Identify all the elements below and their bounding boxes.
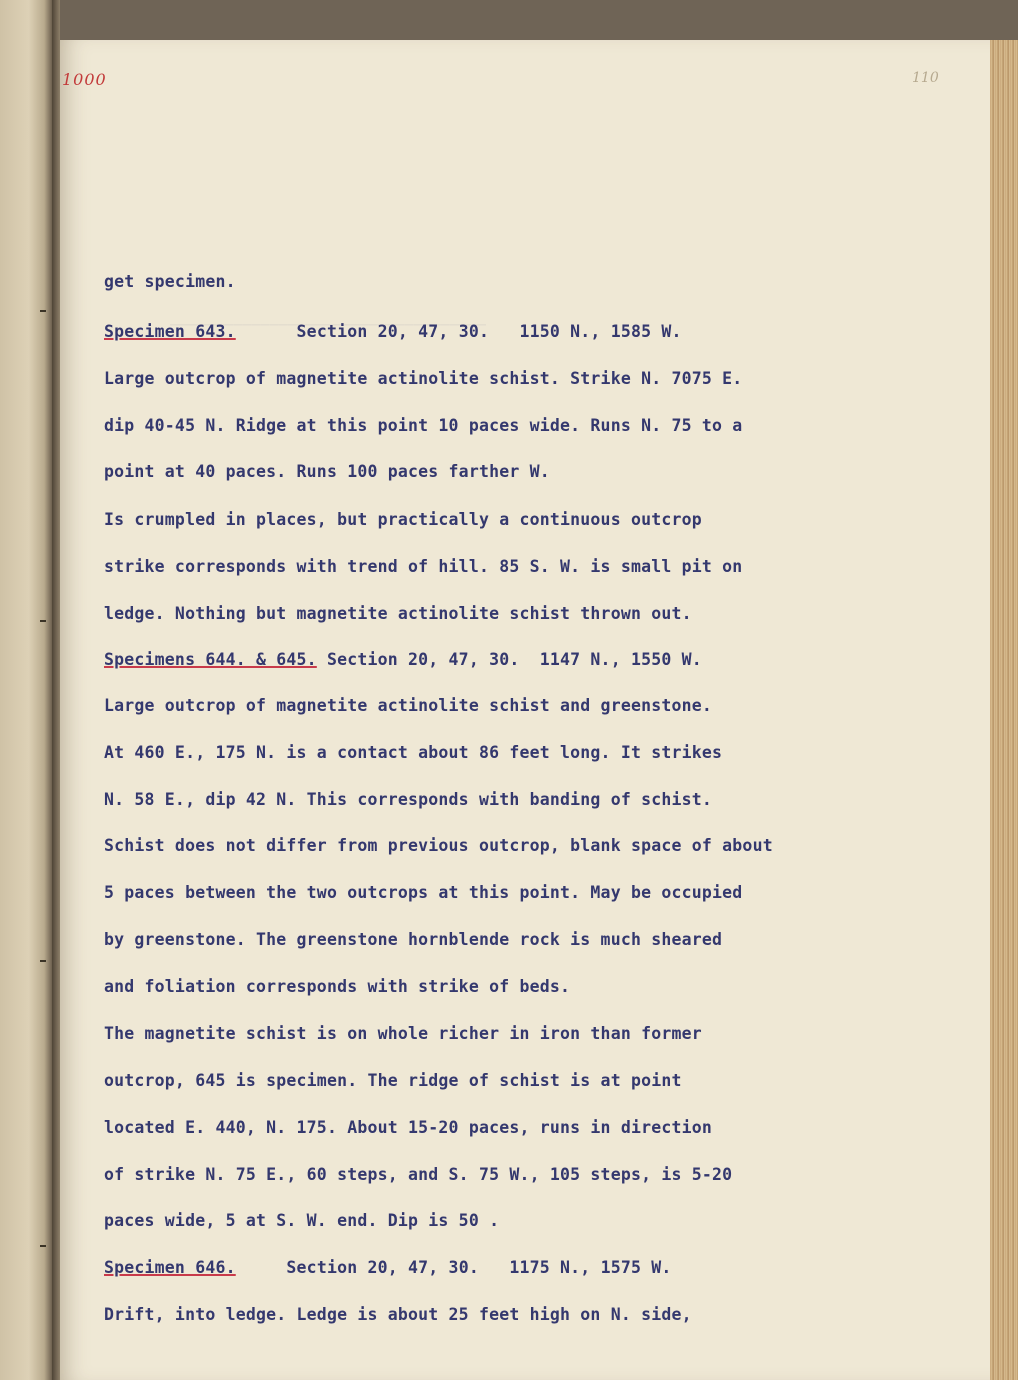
- text-line: [104, 836, 773, 855]
- specimen-label: Specimens 644. & 645.: [104, 650, 317, 669]
- line-text: Section 20, 47, 30. 1147 N., 1550 W.: [316, 650, 702, 669]
- text-line: [104, 1165, 732, 1184]
- text-line: [104, 1071, 682, 1090]
- text-line: [104, 743, 722, 762]
- specimen-label: Specimen 643.: [104, 322, 236, 341]
- page-tick-mark: [40, 620, 46, 622]
- line-text: dip 40-45 N. Ridge at this point 10 paces wide. Runs N. 75 to a: [104, 416, 743, 435]
- line-text: by greenstone. The greenstone hornblende rock is much sheared: [104, 930, 723, 949]
- bleed-through-text: ___________________________________: [170, 308, 487, 326]
- folio-number-right: 110: [912, 70, 939, 86]
- line-text: outcrop, 645 is specimen. The ridge of schist is at point: [104, 1071, 682, 1090]
- line-text: N. 58 E., dip 42 N. This corresponds with banding of schist.: [104, 790, 713, 809]
- text-line: [104, 557, 742, 576]
- text-line: [104, 1258, 672, 1277]
- line-text: and foliation corresponds with strike of beds.: [104, 977, 571, 996]
- line-text: paces wide, 5 at S. W. end. Dip is 50 .: [104, 1211, 500, 1230]
- text-line: [104, 790, 712, 809]
- text-line: [104, 510, 702, 529]
- folio-number-left: 1000: [62, 70, 107, 89]
- text-line: [104, 650, 702, 669]
- text-line: [104, 696, 712, 715]
- text-line: [104, 930, 722, 949]
- text-line: [104, 272, 236, 291]
- line-text: 5 paces between the two outcrops at this point. May be occupied: [104, 883, 743, 902]
- line-text: strike corresponds with trend of hill. 85 S. W. is small pit on: [104, 557, 743, 576]
- page-tick-mark: [40, 1245, 46, 1247]
- line-text: The magnetite schist is on whole richer in iron than former: [104, 1024, 702, 1043]
- text-line: [104, 322, 682, 341]
- page-tick-mark: [40, 310, 46, 312]
- line-text: Is crumpled in places, but practically a continuous outcrop: [104, 510, 702, 529]
- line-text: ledge. Nothing but magnetite actinolite schist thrown out.: [104, 604, 692, 623]
- text-line: [104, 416, 742, 435]
- text-line: [104, 369, 742, 388]
- line-text: located E. 440, N. 175. About 15-20 paces, runs in direction: [104, 1118, 713, 1137]
- text-line: [104, 1211, 499, 1230]
- page-tick-mark: [40, 960, 46, 962]
- line-text: point at 40 paces. Runs 100 paces farther W.: [104, 462, 550, 481]
- text-line: [104, 604, 692, 623]
- line-text: Section 20, 47, 30. 1150 N., 1585 W.: [235, 322, 682, 341]
- text-line: [104, 977, 570, 996]
- line-text: get specimen.: [104, 272, 236, 291]
- line-text: Section 20, 47, 30. 1175 N., 1575 W.: [235, 1258, 672, 1277]
- line-text: of strike N. 75 E., 60 steps, and S. 75 W., 105 steps, is 5-20: [104, 1165, 733, 1184]
- previous-page-edge: [0, 0, 52, 1380]
- book-spine: [52, 0, 60, 1380]
- line-text: Drift, into ledge. Ledge is about 25 feet high on N. side,: [104, 1305, 692, 1324]
- line-text: Schist does not differ from previous outcrop, blank space of about: [104, 836, 773, 855]
- text-line: [104, 462, 550, 481]
- text-line: [104, 1118, 712, 1137]
- text-line: [104, 1024, 702, 1043]
- specimen-label: Specimen 646.: [104, 1258, 236, 1277]
- line-text: At 460 E., 175 N. is a contact about 86 feet long. It strikes: [104, 743, 723, 762]
- text-line: [104, 1305, 692, 1324]
- line-text: Large outcrop of magnetite actinolite schist. Strike N. 7075 E.: [104, 369, 743, 388]
- line-text: Large outcrop of magnetite actinolite schist and greenstone.: [104, 696, 713, 715]
- page-stack-edge: [990, 40, 1018, 1380]
- text-line: [104, 883, 742, 902]
